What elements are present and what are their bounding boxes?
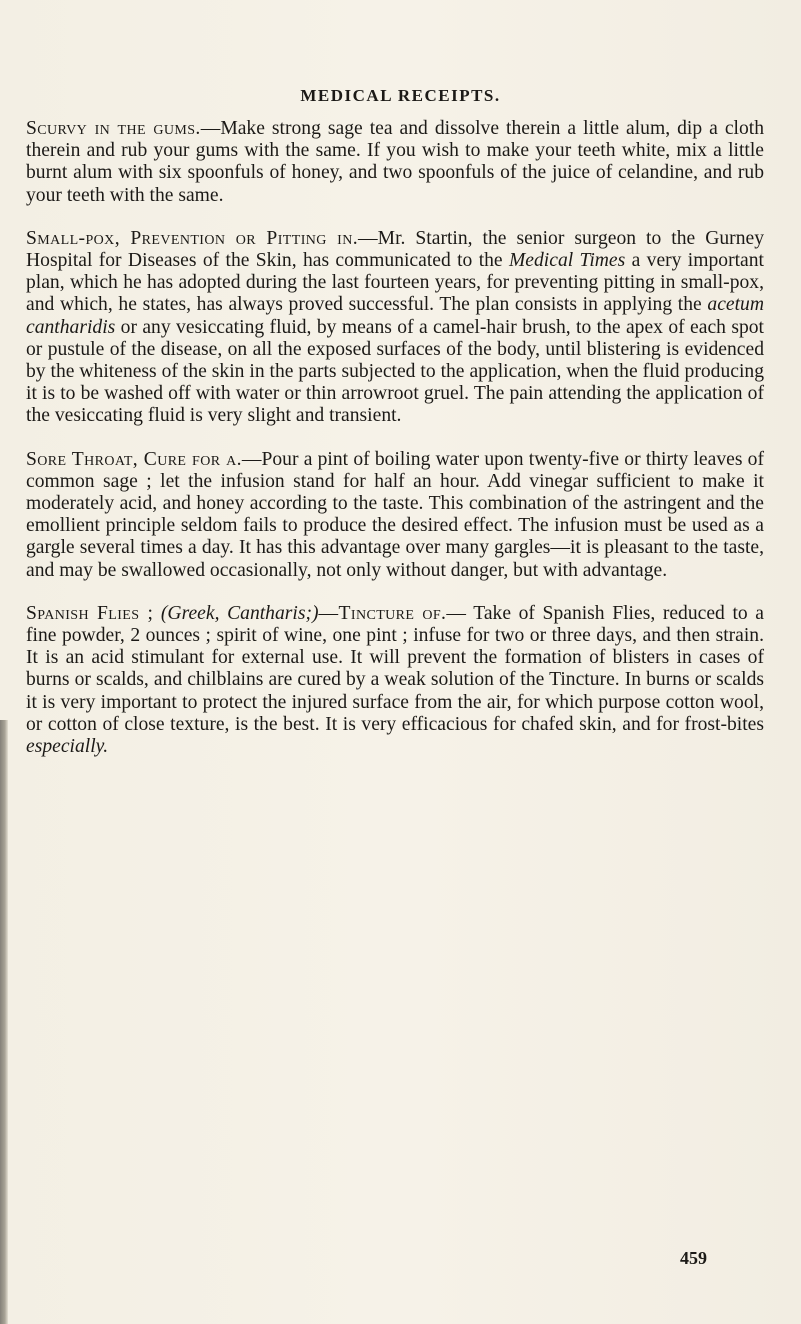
entry-body: or any vesiccating fluid, by means of a camel-hair brush, to the apex of each spot or pustule of the disease, on all the exposed surfaces of the body, until blistering is evidenced by the whiteness of the skin in the parts subjected to the application, when the fluid producing it is to be washed off with water or thin arrowroot gruel. The pain attending the application of the vesiccating fluid is very slight and transient. (26, 316, 764, 427)
entry-heading: Small-pox, Prevention or Pitting in. (26, 227, 359, 249)
entry-body: —Make strong sage tea and dissolve therein a little alum, dip a cloth therein and rub your gums with the same. If you wish to make your teeth white, mix a little burnt alum with six spoonfuls of honey, and two spoonfuls of the juice of celandine, and rub your teeth with the same. (26, 118, 765, 206)
page-number: 459 (680, 1248, 707, 1268)
entry-spanish-flies (26, 603, 764, 758)
entry-scurvy (26, 118, 764, 207)
entry-heading: Scurvy in the gums. (26, 118, 201, 139)
remedy-name: acetum cantharidis (26, 294, 764, 338)
running-head: MEDICAL RECEIPTS. (300, 86, 501, 105)
entry-emphasis: especially. (26, 736, 109, 758)
entry-body: —Mr. Startin, the senior surgeon to the Gurney Hospital for Diseases of the Skin, has communicated to the (26, 227, 764, 272)
entry-heading-note: (Greek, Cantharis;) (153, 602, 319, 624)
entry-body: — Take of Spanish Flies, reduced to a fine powder, 2 ounces ; spirit of wine, one pint ; infuse for two or three days, and then strain. It is an acid stimulant for external use. It will prevent the formation of blisters in cases of burns or scalds, and chilblains are cured by a weak solution of the Tincture. In burns or scalds it is very important to protect the injured surface from the air, for which purpose cotton wool, or cotton of close texture, is the best. It is very efficacious for chafed skin, and for frost-bites (26, 602, 764, 735)
binding-shadow (0, 720, 8, 1324)
entry-body: a very important plan, which he has adopted during the last fourteen years, for preventing pitting in small-pox, and which, he states, has always proved successful. The plan consists in applying the (26, 250, 764, 316)
entry-small-pox (26, 228, 764, 428)
page-text (26, 118, 764, 779)
entry-heading: —Tincture of. (318, 602, 447, 624)
entry-sore-throat (26, 449, 764, 582)
entry-heading: Sore Throat, Cure for a. (26, 448, 242, 470)
entry-heading: Spanish Flies ; (26, 602, 154, 624)
journal-title: Medical Times (508, 250, 626, 272)
entry-body: —Pour a pint of boiling water upon twenty-five or thirty leaves of common sage ; let the infusion stand for half an hour. Add vinegar sufficient to make it moderately acid, and honey according to the taste. This combination of the astringent and the emollient principle seldom fails to produce the desired effect. The infusion must be used as a gargle several times a day. It has this advantage over many gargles—it is pleasant to the taste, and may be swallowed occasionally, not only without danger, but with advantage. (26, 448, 764, 581)
